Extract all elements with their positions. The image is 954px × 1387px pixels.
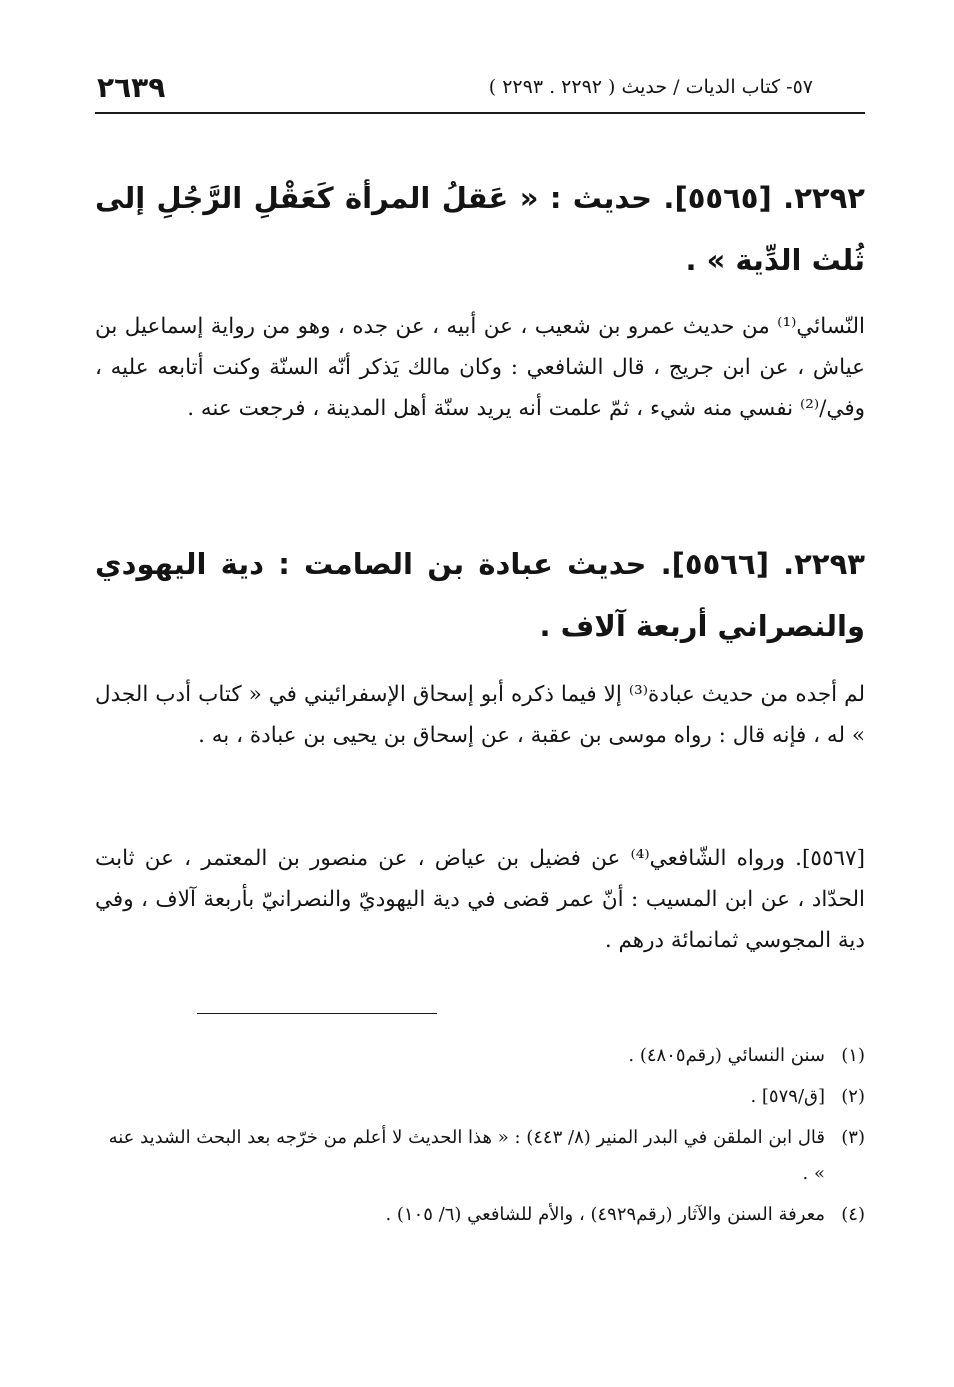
footnote-number: (٣): [841, 1127, 865, 1148]
footnote-text: قال ابن الملقن في البدر المنير (٨/ ٤٤٣) : « هذا الحديث لا أعلم من خرّجه بعد البحث الشديد عنه » .: [108, 1127, 825, 1184]
footnote-2: [95, 1079, 865, 1115]
footnote-text: [ق/٥٧٩] .: [750, 1086, 825, 1107]
hadith-heading-2292: ٢٢٩٢. [٥٥٦٥]. حديث : « عَقلُ المرأة كَعَقْلِ الرَّجُلِ إلى ثُلث الدِّية » .: [95, 181, 865, 277]
footnotes: [95, 1038, 865, 1238]
commentary-paragraph-2293: لم أجده من حديث عبادة⁽³⁾ إلا فيما ذكره أبو إسحاق الإسفرائيني في « كتاب أدب الجدل » له ، فإنه قال : رواه موسى بن عقبة ، عن إسحاق بن يحيى بن عبادة ، به .: [95, 682, 865, 748]
page-number: ٢٦٣٩: [97, 70, 166, 104]
commentary-paragraph-5567: [٥٥٦٧]. ورواه الشّافعي⁽⁴⁾ عن فضيل بن عياض ، عن منصور بن المعتمر ، عن ثابت الحدّاد ، عن ابن المسيب : أنّ عمر قضى في دية اليهوديّ والنصرانيّ بأربعة آلاف ، وفي دية المجوسي ثمانمائة درهم .: [95, 846, 865, 953]
running-header-title: ٥٧- كتاب الديات / حديث ( ٢٢٩٢ . ٢٢٩٣ ): [488, 76, 813, 98]
running-header: [95, 62, 865, 114]
footnote-number: (١): [841, 1045, 865, 1066]
book-page: [95, 62, 865, 1225]
footnote-3: [95, 1120, 865, 1192]
footnote-separator: [197, 1013, 437, 1014]
hadith-heading-2293: ٢٢٩٣. [٥٥٦٦]. حديث عبادة بن الصامت : دية اليهودي والنصراني أربعة آلاف .: [95, 547, 865, 643]
footnote-1: [95, 1038, 865, 1074]
footnote-text: معرفة السنن والآثار (رقم٤٩٢٩) ، والأم للشافعي (٦/ ١٠٥) .: [385, 1204, 825, 1225]
commentary-paragraph-2292: النّسائي⁽¹⁾ من حديث عمرو بن شعيب ، عن أبيه ، عن جده ، وهو من رواية إسماعيل بن عياش ، عن ابن جريج ، قال الشافعي : وكان مالك يَذكر أنّه السنّة وكنت أتابعه عليه ، وفي/⁽²⁾ نفسي منه شيء ، ثمّ علمت أنه يريد سنّة أهل المدينة ، فرجعت عنه .: [95, 314, 865, 421]
footnote-number: (٢): [841, 1086, 865, 1107]
footnote-text: سنن النسائي (رقم٤٨٠٥) .: [628, 1045, 825, 1066]
footnote-4: [95, 1197, 865, 1233]
footnote-number: (٤): [841, 1204, 865, 1225]
